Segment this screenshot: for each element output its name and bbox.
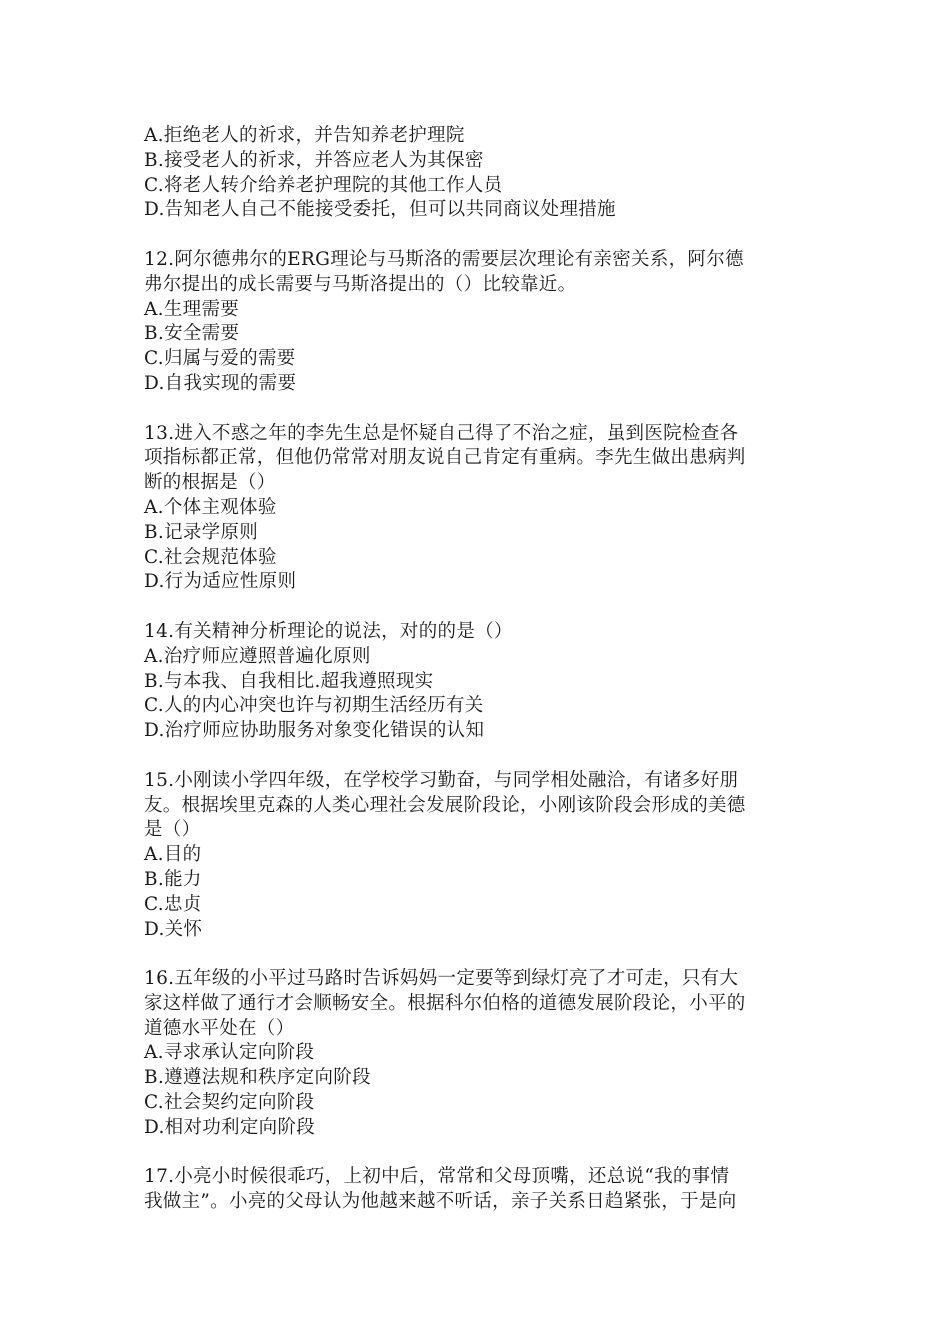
option-a: A.治疗师应遵照普遍化原则 [144,645,371,667]
option-c: C.归属与爱的需要 [144,348,296,370]
question-stem-line: 家这样做了通行才会顺畅安全。根据科尔伯格的道德发展阶段论，小平的 [144,992,746,1014]
option-d: D.告知老人自己不能接受委托，但可以共同商议处理措施 [144,199,616,221]
option-c: C.社会契约定向阶段 [144,1092,315,1114]
question-stem-line: 我做主”。小亮的父母认为他越来越不听话，亲子关系日趋紧张，于是向 [144,1191,737,1213]
document-page [144,124,808,1240]
question-14 [144,620,808,744]
question-stem-line: 13.进入不惑之年的李先生总是怀疑自己得了不治之症，虽到医院检查各 [144,422,739,444]
option-c: C.社会规范体验 [144,546,277,568]
question-stem-line: 15.小刚读小学四年级，在学校学习勤奋，与同学相处融洽，有诸多好朋 [144,769,739,791]
question-16 [144,967,808,1141]
question-stem-line: 项指标都正常，但他仍常常对朋友说自己肯定有重病。李先生做出患病判 [144,447,746,469]
option-c: C.人的内心冲突也许与初期生活经历有关 [144,695,484,717]
option-c: C.将老人转介给养老护理院的其他工作人员 [144,174,503,196]
option-d: D.治疗师应协助服务对象变化错误的认知 [144,720,485,742]
option-b: B.能力 [144,868,202,890]
option-b: B.与本我、自我相比.超我遵照现实 [144,670,434,692]
option-c: C.忠贞 [144,893,202,915]
question-stem-line: 断的根据是（） [144,472,276,494]
question-stem-line: 14.有关精神分析理论的说法，对的的是（） [144,620,513,642]
option-d: D.自我实现的需要 [144,372,297,394]
option-d: D.行为适应性原则 [144,571,297,593]
question-stem-line: 道德水平处在（） [144,1017,295,1039]
question-13 [144,422,808,596]
option-a: A.个体主观体验 [144,496,277,518]
question-17 [144,1165,808,1215]
question-stem-line: 16.五年级的小平过马路时告诉妈妈一定要等到绿灯亮了才可走，只有大 [144,968,739,990]
question-stem-line: 弗尔提出的成长需要与马斯洛提出的（）比较靠近。 [144,273,577,295]
option-b: B.遵遵法规和秩序定向阶段 [144,1067,371,1089]
option-d: D.关怀 [144,918,203,940]
option-b: B.安全需要 [144,323,240,345]
option-d: D.相对功利定向阶段 [144,1116,316,1138]
question-stem-line: 12.阿尔德弗尔的ERG理论与马斯洛的需要层次理论有亲密关系，阿尔德 [144,248,744,270]
option-a: A.拒绝老人的祈求，并告知养老护理院 [144,125,465,146]
question-stem-line: 17.小亮小时候很乖巧，上初中后，常常和父母顶嘴，还总说“我的事情 [144,1166,730,1188]
option-a: A.生理需要 [144,298,240,320]
question-11-tail [144,124,808,223]
option-b: B.记录学原则 [144,521,259,543]
option-a: A.目的 [144,844,202,866]
question-stem-line: 友。根据埃里克森的人类心理社会发展阶段论，小刚该阶段会形成的美德 [144,794,746,816]
question-12 [144,248,808,397]
question-15 [144,769,808,943]
question-stem-line: 是（） [144,819,201,841]
option-b: B.接受老人的祈求，并答应老人为其保密 [144,149,484,171]
option-a: A.寻求承认定向阶段 [144,1042,315,1064]
